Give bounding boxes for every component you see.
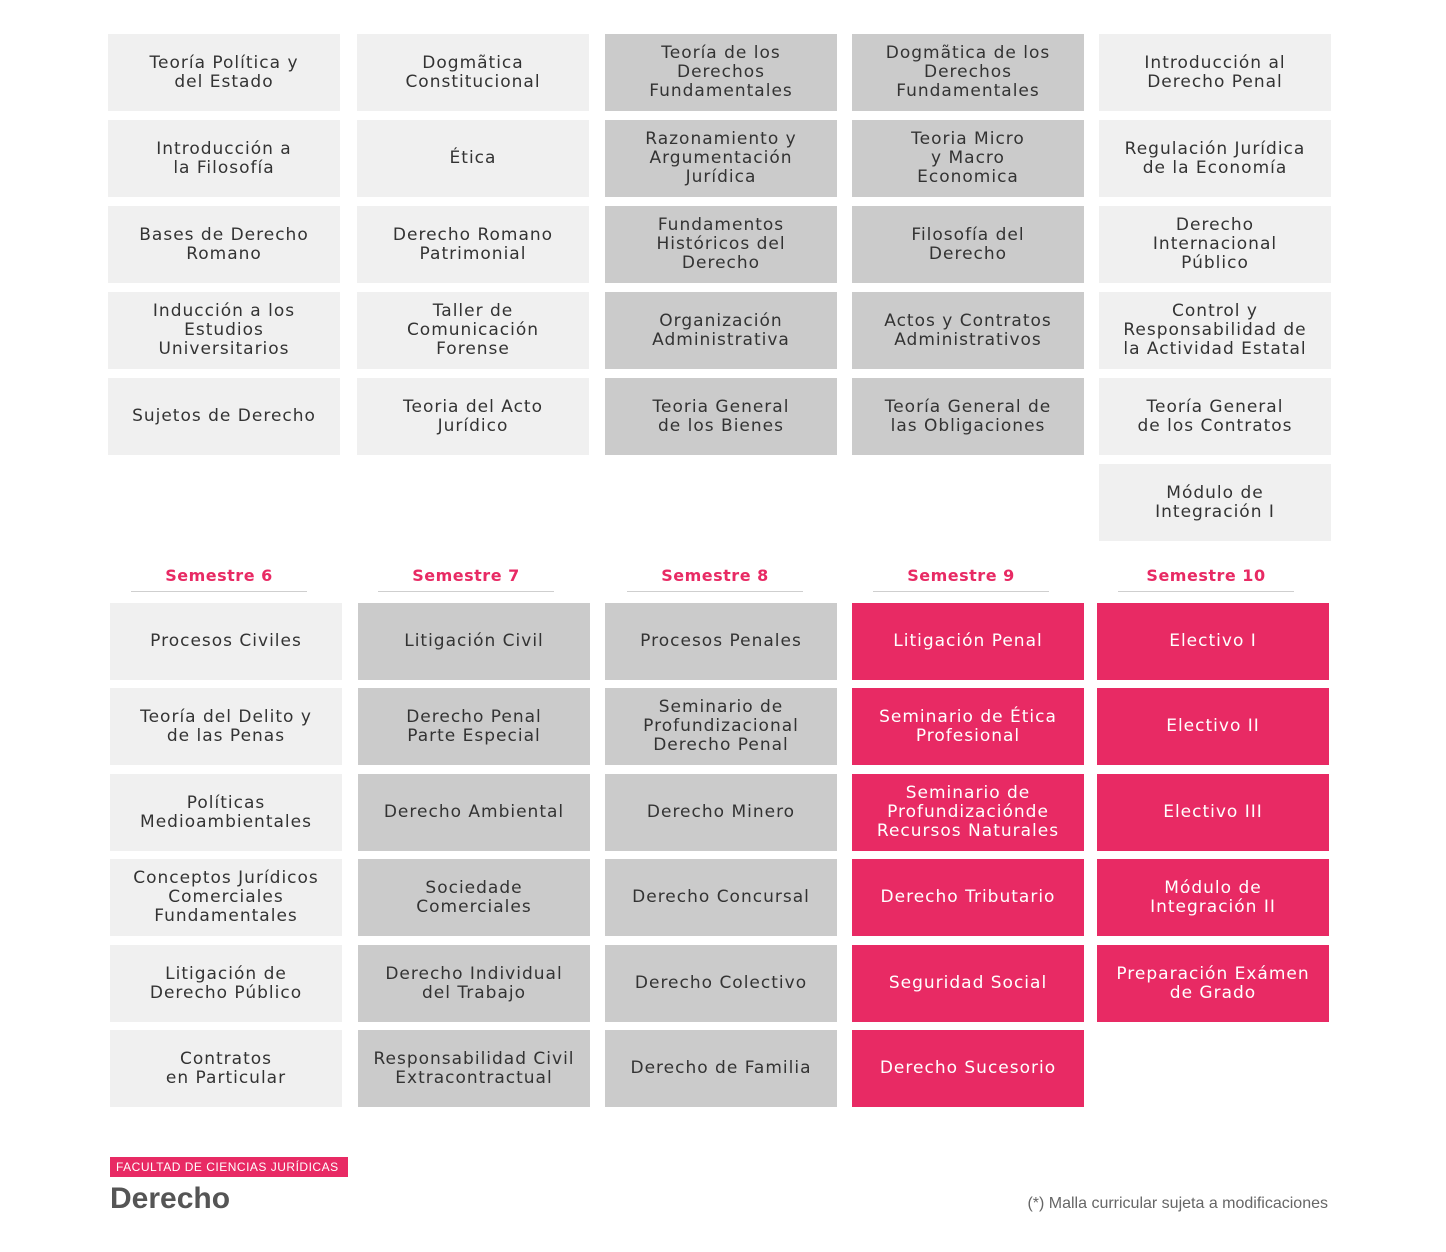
course-cell: Fundamentos Históricos del Derecho xyxy=(605,206,837,283)
course-cell: Procesos Civiles xyxy=(110,603,342,680)
footnote: (*) Malla curricular sujeta a modificaciones xyxy=(1027,1195,1328,1212)
course-cell: Derecho Colectivo xyxy=(605,945,837,1022)
course-cell: Seguridad Social xyxy=(852,945,1084,1022)
course-cell: Electivo II xyxy=(1097,688,1329,765)
course-cell: Teoría de los Derechos Fundamentales xyxy=(605,34,837,111)
course-cell: Derecho Penal Parte Especial xyxy=(358,688,590,765)
course-cell: Políticas Medioambientales xyxy=(110,774,342,851)
course-cell: Teoría General de las Obligaciones xyxy=(852,378,1084,455)
course-cell: Introducción al Derecho Penal xyxy=(1099,34,1331,111)
course-cell: Teoría Política y del Estado xyxy=(108,34,340,111)
course-cell: Derecho Ambiental xyxy=(358,774,590,851)
course-cell: Razonamiento y Argumentación Jurídica xyxy=(605,120,837,197)
course-cell: Organización Administrativa xyxy=(605,292,837,369)
course-cell: Derecho Minero xyxy=(605,774,837,851)
course-cell: Regulación Jurídica de la Economía xyxy=(1099,120,1331,197)
faculty-badge: FACULTAD DE CIENCIAS JURÍDICAS xyxy=(110,1157,348,1177)
course-cell: Responsabilidad Civil Extracontractual xyxy=(358,1030,590,1107)
course-cell: Teoria del Acto Jurídico xyxy=(357,378,589,455)
course-cell: Seminario de Ética Profesional xyxy=(852,688,1084,765)
course-cell: Seminario de Profundizacional Derecho Penal xyxy=(605,688,837,765)
course-cell: Derecho Individual del Trabajo xyxy=(358,945,590,1022)
course-cell: Derecho Internacional Público xyxy=(1099,206,1331,283)
course-cell: Contratos en Particular xyxy=(110,1030,342,1107)
course-cell: Módulo de Integración II xyxy=(1097,859,1329,936)
program-title: Derecho xyxy=(110,1182,231,1215)
course-cell: Ética xyxy=(357,120,589,197)
course-cell: Litigación Penal xyxy=(852,603,1084,680)
course-cell: Derecho de Familia xyxy=(605,1030,837,1107)
course-cell: Teoria Micro y Macro Economica xyxy=(852,120,1084,197)
course-cell: Módulo de Integración I xyxy=(1099,464,1331,541)
course-cell: Procesos Penales xyxy=(605,603,837,680)
course-cell: Control y Responsabilidad de la Actividad Estatal xyxy=(1099,292,1331,369)
course-cell: Taller de Comunicación Forense xyxy=(357,292,589,369)
course-cell: Electivo III xyxy=(1097,774,1329,851)
course-cell: Introducción a la Filosofía xyxy=(108,120,340,197)
course-cell: Derecho Concursal xyxy=(605,859,837,936)
course-cell: Litigación de Derecho Público xyxy=(110,945,342,1022)
course-cell: Conceptos Jurídicos Comerciales Fundamentales xyxy=(110,859,342,936)
semester-heading: Semestre 9 xyxy=(873,566,1049,592)
course-cell: Sociedade Comerciales xyxy=(358,859,590,936)
course-cell: Derecho Tributario xyxy=(852,859,1084,936)
course-cell: Bases de Derecho Romano xyxy=(108,206,340,283)
course-cell: Electivo I xyxy=(1097,603,1329,680)
course-cell: Inducción a los Estudios Universitarios xyxy=(108,292,340,369)
semester-heading: Semestre 7 xyxy=(378,566,554,592)
semester-heading: Semestre 6 xyxy=(131,566,307,592)
course-cell: Preparación Exámen de Grado xyxy=(1097,945,1329,1022)
course-cell: Derecho Sucesorio xyxy=(852,1030,1084,1107)
course-cell: Teoría General de los Contratos xyxy=(1099,378,1331,455)
course-cell: Sujetos de Derecho xyxy=(108,378,340,455)
course-cell: Seminario de Profundizaciónde Recursos Naturales xyxy=(852,774,1084,851)
course-cell: Teoría del Delito y de las Penas xyxy=(110,688,342,765)
course-cell: Dogmãtica de los Derechos Fundamentales xyxy=(852,34,1084,111)
course-cell: Derecho Romano Patrimonial xyxy=(357,206,589,283)
course-cell: Dogmãtica Constitucional xyxy=(357,34,589,111)
course-cell: Actos y Contratos Administrativos xyxy=(852,292,1084,369)
course-cell: Litigación Civil xyxy=(358,603,590,680)
semester-heading: Semestre 10 xyxy=(1118,566,1294,592)
semester-heading: Semestre 8 xyxy=(627,566,803,592)
course-cell: Teoria General de los Bienes xyxy=(605,378,837,455)
course-cell: Filosofía del Derecho xyxy=(852,206,1084,283)
